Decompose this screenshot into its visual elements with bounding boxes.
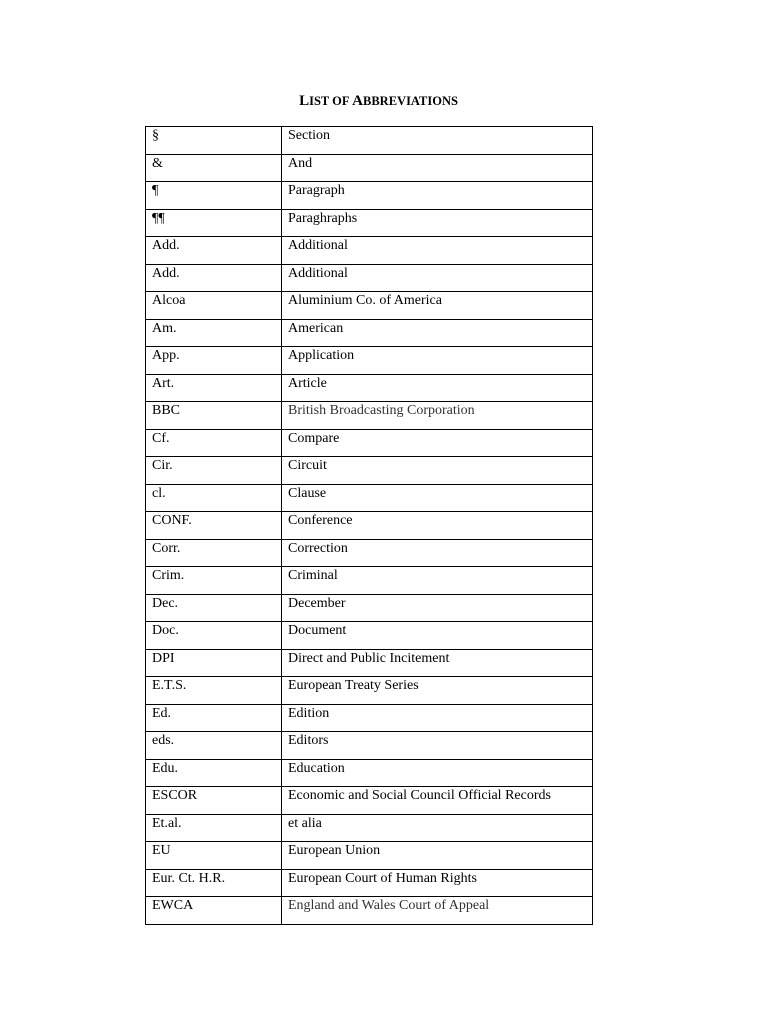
table-row bbox=[146, 539, 593, 567]
abbreviation-cell: DPI bbox=[146, 649, 282, 677]
abbreviation-cell: App. bbox=[146, 347, 282, 375]
table-row bbox=[146, 594, 593, 622]
abbreviation-cell: Cir. bbox=[146, 457, 282, 485]
meaning-cell: Document bbox=[282, 622, 593, 650]
abbreviation-cell: E.T.S. bbox=[146, 677, 282, 705]
abbreviation-cell: Corr. bbox=[146, 539, 282, 567]
meaning-cell: Paragraph bbox=[282, 182, 593, 210]
meaning-cell: And bbox=[282, 154, 593, 182]
abbreviation-cell: § bbox=[146, 127, 282, 155]
abbreviation-cell: BBC bbox=[146, 402, 282, 430]
meaning-cell: Aluminium Co. of America bbox=[282, 292, 593, 320]
meaning-cell: Compare bbox=[282, 429, 593, 457]
meaning-cell: Section bbox=[282, 127, 593, 155]
table-row bbox=[146, 154, 593, 182]
abbreviation-cell: Dec. bbox=[146, 594, 282, 622]
meaning-cell: European Union bbox=[282, 842, 593, 870]
table-row bbox=[146, 869, 593, 897]
table-row bbox=[146, 182, 593, 210]
meaning-cell: British Broadcasting Corporation bbox=[282, 402, 593, 430]
table-row bbox=[146, 704, 593, 732]
table-row bbox=[146, 787, 593, 815]
meaning-cell: Direct and Public Incitement bbox=[282, 649, 593, 677]
meaning-cell: European Treaty Series bbox=[282, 677, 593, 705]
abbreviation-cell: Add. bbox=[146, 264, 282, 292]
table-row bbox=[146, 319, 593, 347]
table-row bbox=[146, 622, 593, 650]
meaning-cell: Article bbox=[282, 374, 593, 402]
meaning-cell: December bbox=[282, 594, 593, 622]
abbreviation-cell: Add. bbox=[146, 237, 282, 265]
table-row bbox=[146, 567, 593, 595]
table-row bbox=[146, 127, 593, 155]
abbreviation-cell: Et.al. bbox=[146, 814, 282, 842]
abbreviation-cell: Edu. bbox=[146, 759, 282, 787]
meaning-cell: Economic and Social Council Official Records bbox=[282, 787, 593, 815]
meaning-cell: Application bbox=[282, 347, 593, 375]
abbreviations-table bbox=[145, 126, 593, 925]
page-title bbox=[0, 93, 757, 110]
meaning-cell: England and Wales Court of Appeal bbox=[282, 897, 593, 925]
abbreviation-cell: EU bbox=[146, 842, 282, 870]
abbreviation-cell: eds. bbox=[146, 732, 282, 760]
abbreviations-table-body bbox=[146, 127, 593, 925]
title-rest-2: BBREVIATIONS bbox=[363, 94, 458, 108]
meaning-cell: Criminal bbox=[282, 567, 593, 595]
abbreviation-cell: Doc. bbox=[146, 622, 282, 650]
meaning-cell: Additional bbox=[282, 237, 593, 265]
meaning-cell: Circuit bbox=[282, 457, 593, 485]
table-row bbox=[146, 814, 593, 842]
meaning-cell: Clause bbox=[282, 484, 593, 512]
title-rest-1: IST OF bbox=[309, 94, 353, 108]
abbreviation-cell: Crim. bbox=[146, 567, 282, 595]
abbreviation-cell: Art. bbox=[146, 374, 282, 402]
meaning-cell: Edition bbox=[282, 704, 593, 732]
title-initial-1: L bbox=[299, 93, 310, 109]
meaning-cell: Editors bbox=[282, 732, 593, 760]
table-row bbox=[146, 402, 593, 430]
table-row bbox=[146, 677, 593, 705]
table-row bbox=[146, 759, 593, 787]
table-row bbox=[146, 374, 593, 402]
abbreviation-cell: Cf. bbox=[146, 429, 282, 457]
abbreviation-cell: ¶¶ bbox=[146, 209, 282, 237]
table-row bbox=[146, 512, 593, 540]
table-row bbox=[146, 732, 593, 760]
abbreviation-cell: Eur. Ct. H.R. bbox=[146, 869, 282, 897]
abbreviation-cell: Alcoa bbox=[146, 292, 282, 320]
meaning-cell: et alia bbox=[282, 814, 593, 842]
table-row bbox=[146, 264, 593, 292]
table-row bbox=[146, 484, 593, 512]
meaning-cell: Conference bbox=[282, 512, 593, 540]
abbreviation-cell: EWCA bbox=[146, 897, 282, 925]
abbreviation-cell: & bbox=[146, 154, 282, 182]
table-row bbox=[146, 209, 593, 237]
table-row bbox=[146, 842, 593, 870]
abbreviation-cell: Am. bbox=[146, 319, 282, 347]
abbreviation-cell: CONF. bbox=[146, 512, 282, 540]
table-row bbox=[146, 347, 593, 375]
abbreviation-cell: cl. bbox=[146, 484, 282, 512]
table-row bbox=[146, 897, 593, 925]
table-row bbox=[146, 457, 593, 485]
table-row bbox=[146, 649, 593, 677]
title-initial-2: A bbox=[352, 93, 363, 109]
abbreviation-cell: ESCOR bbox=[146, 787, 282, 815]
abbreviation-cell: ¶ bbox=[146, 182, 282, 210]
abbreviation-cell: Ed. bbox=[146, 704, 282, 732]
meaning-cell: European Court of Human Rights bbox=[282, 869, 593, 897]
table-row bbox=[146, 429, 593, 457]
meaning-cell: Correction bbox=[282, 539, 593, 567]
meaning-cell: American bbox=[282, 319, 593, 347]
meaning-cell: Education bbox=[282, 759, 593, 787]
table-row bbox=[146, 292, 593, 320]
meaning-cell: Paraghraphs bbox=[282, 209, 593, 237]
meaning-cell: Additional bbox=[282, 264, 593, 292]
table-row bbox=[146, 237, 593, 265]
